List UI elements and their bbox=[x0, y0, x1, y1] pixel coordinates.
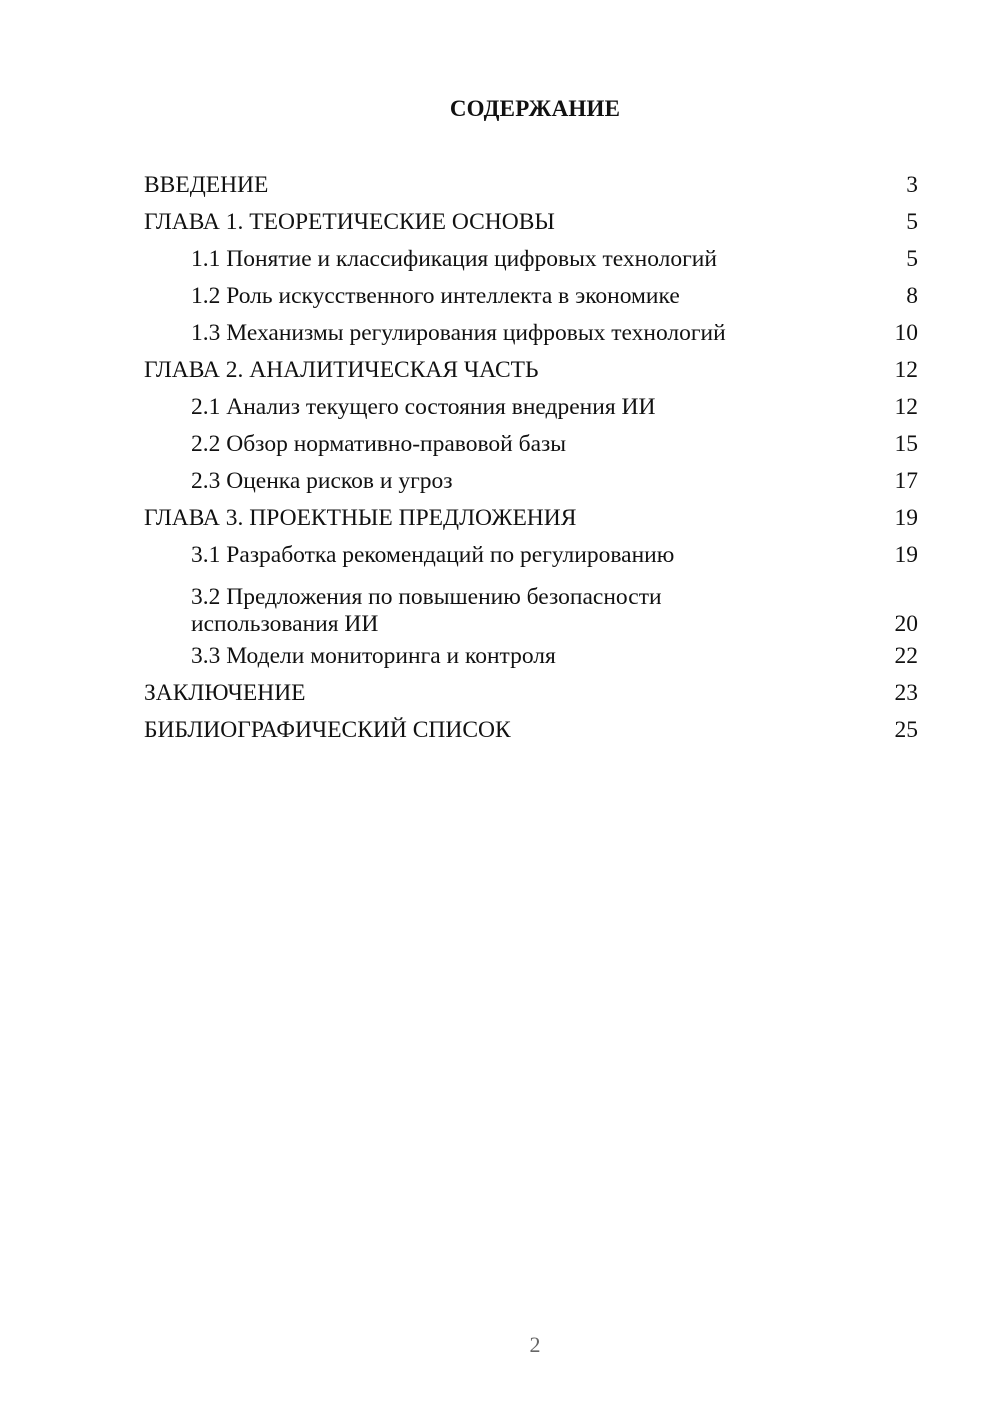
toc-entry-page: 22 bbox=[894, 643, 918, 669]
toc-entry-section-3-2[interactable] bbox=[144, 574, 918, 638]
toc-entry-label: БИБЛИОГРАФИЧЕСКИЙ СПИСОК bbox=[144, 717, 511, 743]
toc-entry-label: 3.2 Предложения по повышению безопасности использования ИИ bbox=[191, 584, 662, 637]
toc-entry-page: 12 bbox=[894, 357, 918, 383]
toc-entry-section-1-2[interactable] bbox=[144, 278, 918, 315]
toc-entry-label: 2.2 Обзор нормативно-правовой базы bbox=[191, 431, 567, 457]
toc-entry-conclusion[interactable] bbox=[144, 675, 918, 712]
toc-entry-label: ВВЕДЕНИЕ bbox=[144, 172, 269, 198]
page-title: СОДЕРЖАНИЕ bbox=[449, 96, 621, 121]
toc-entry-introduction[interactable] bbox=[144, 167, 918, 204]
toc-entry-bibliography[interactable] bbox=[144, 712, 918, 749]
toc-entry-page: 20 bbox=[894, 611, 918, 637]
page-number: 2 bbox=[529, 1332, 541, 1357]
toc-entry-page: 5 bbox=[906, 209, 918, 235]
toc-entry-chapter-3[interactable] bbox=[144, 500, 918, 537]
toc-entry-section-1-3[interactable] bbox=[144, 315, 918, 352]
toc-entry-label: 2.1 Анализ текущего состояния внедрения ИИ bbox=[191, 394, 656, 420]
toc-entry-page: 5 bbox=[906, 246, 918, 272]
toc-entry-page: 15 bbox=[894, 431, 918, 457]
toc-entry-label: ГЛАВА 1. ТЕОРЕТИЧЕСКИЕ ОСНОВЫ bbox=[144, 209, 555, 235]
toc-entry-label: 1.2 Роль искусственного интеллекта в экономике bbox=[191, 283, 680, 309]
table-of-contents bbox=[144, 167, 918, 749]
toc-entry-chapter-2[interactable] bbox=[144, 352, 918, 389]
toc-entry-label: ГЛАВА 2. АНАЛИТИЧЕСКАЯ ЧАСТЬ bbox=[144, 357, 539, 383]
toc-entry-label: ГЛАВА 3. ПРОЕКТНЫЕ ПРЕДЛОЖЕНИЯ bbox=[144, 505, 577, 531]
toc-entry-page: 19 bbox=[894, 542, 918, 568]
toc-entry-section-3-1[interactable] bbox=[144, 537, 918, 574]
toc-entry-page: 12 bbox=[894, 394, 918, 420]
toc-entry-label: 3.1 Разработка рекомендаций по регулированию bbox=[191, 542, 675, 568]
toc-entry-section-2-1[interactable] bbox=[144, 389, 918, 426]
toc-entry-label: 1.1 Понятие и классификация цифровых технологий bbox=[191, 246, 717, 272]
toc-entry-page: 19 bbox=[894, 505, 918, 531]
toc-entry-page: 17 bbox=[894, 468, 918, 494]
toc-entry-page: 23 bbox=[894, 680, 918, 706]
toc-entry-label: ЗАКЛЮЧЕНИЕ bbox=[144, 680, 306, 706]
toc-entry-section-2-2[interactable] bbox=[144, 426, 918, 463]
toc-entry-section-1-1[interactable] bbox=[144, 241, 918, 278]
toc-entry-page: 25 bbox=[894, 717, 918, 743]
toc-entry-label: 1.3 Механизмы регулирования цифровых технологий bbox=[191, 320, 726, 346]
toc-entry-label: 3.3 Модели мониторинга и контроля bbox=[191, 643, 556, 669]
toc-entry-page: 10 bbox=[894, 320, 918, 346]
toc-entry-chapter-1[interactable] bbox=[144, 204, 918, 241]
toc-entry-label: 2.3 Оценка рисков и угроз bbox=[191, 468, 453, 494]
toc-entry-page: 3 bbox=[906, 172, 918, 198]
toc-entry-page: 8 bbox=[906, 283, 918, 309]
toc-entry-section-2-3[interactable] bbox=[144, 463, 918, 500]
toc-entry-section-3-3[interactable] bbox=[144, 638, 918, 675]
